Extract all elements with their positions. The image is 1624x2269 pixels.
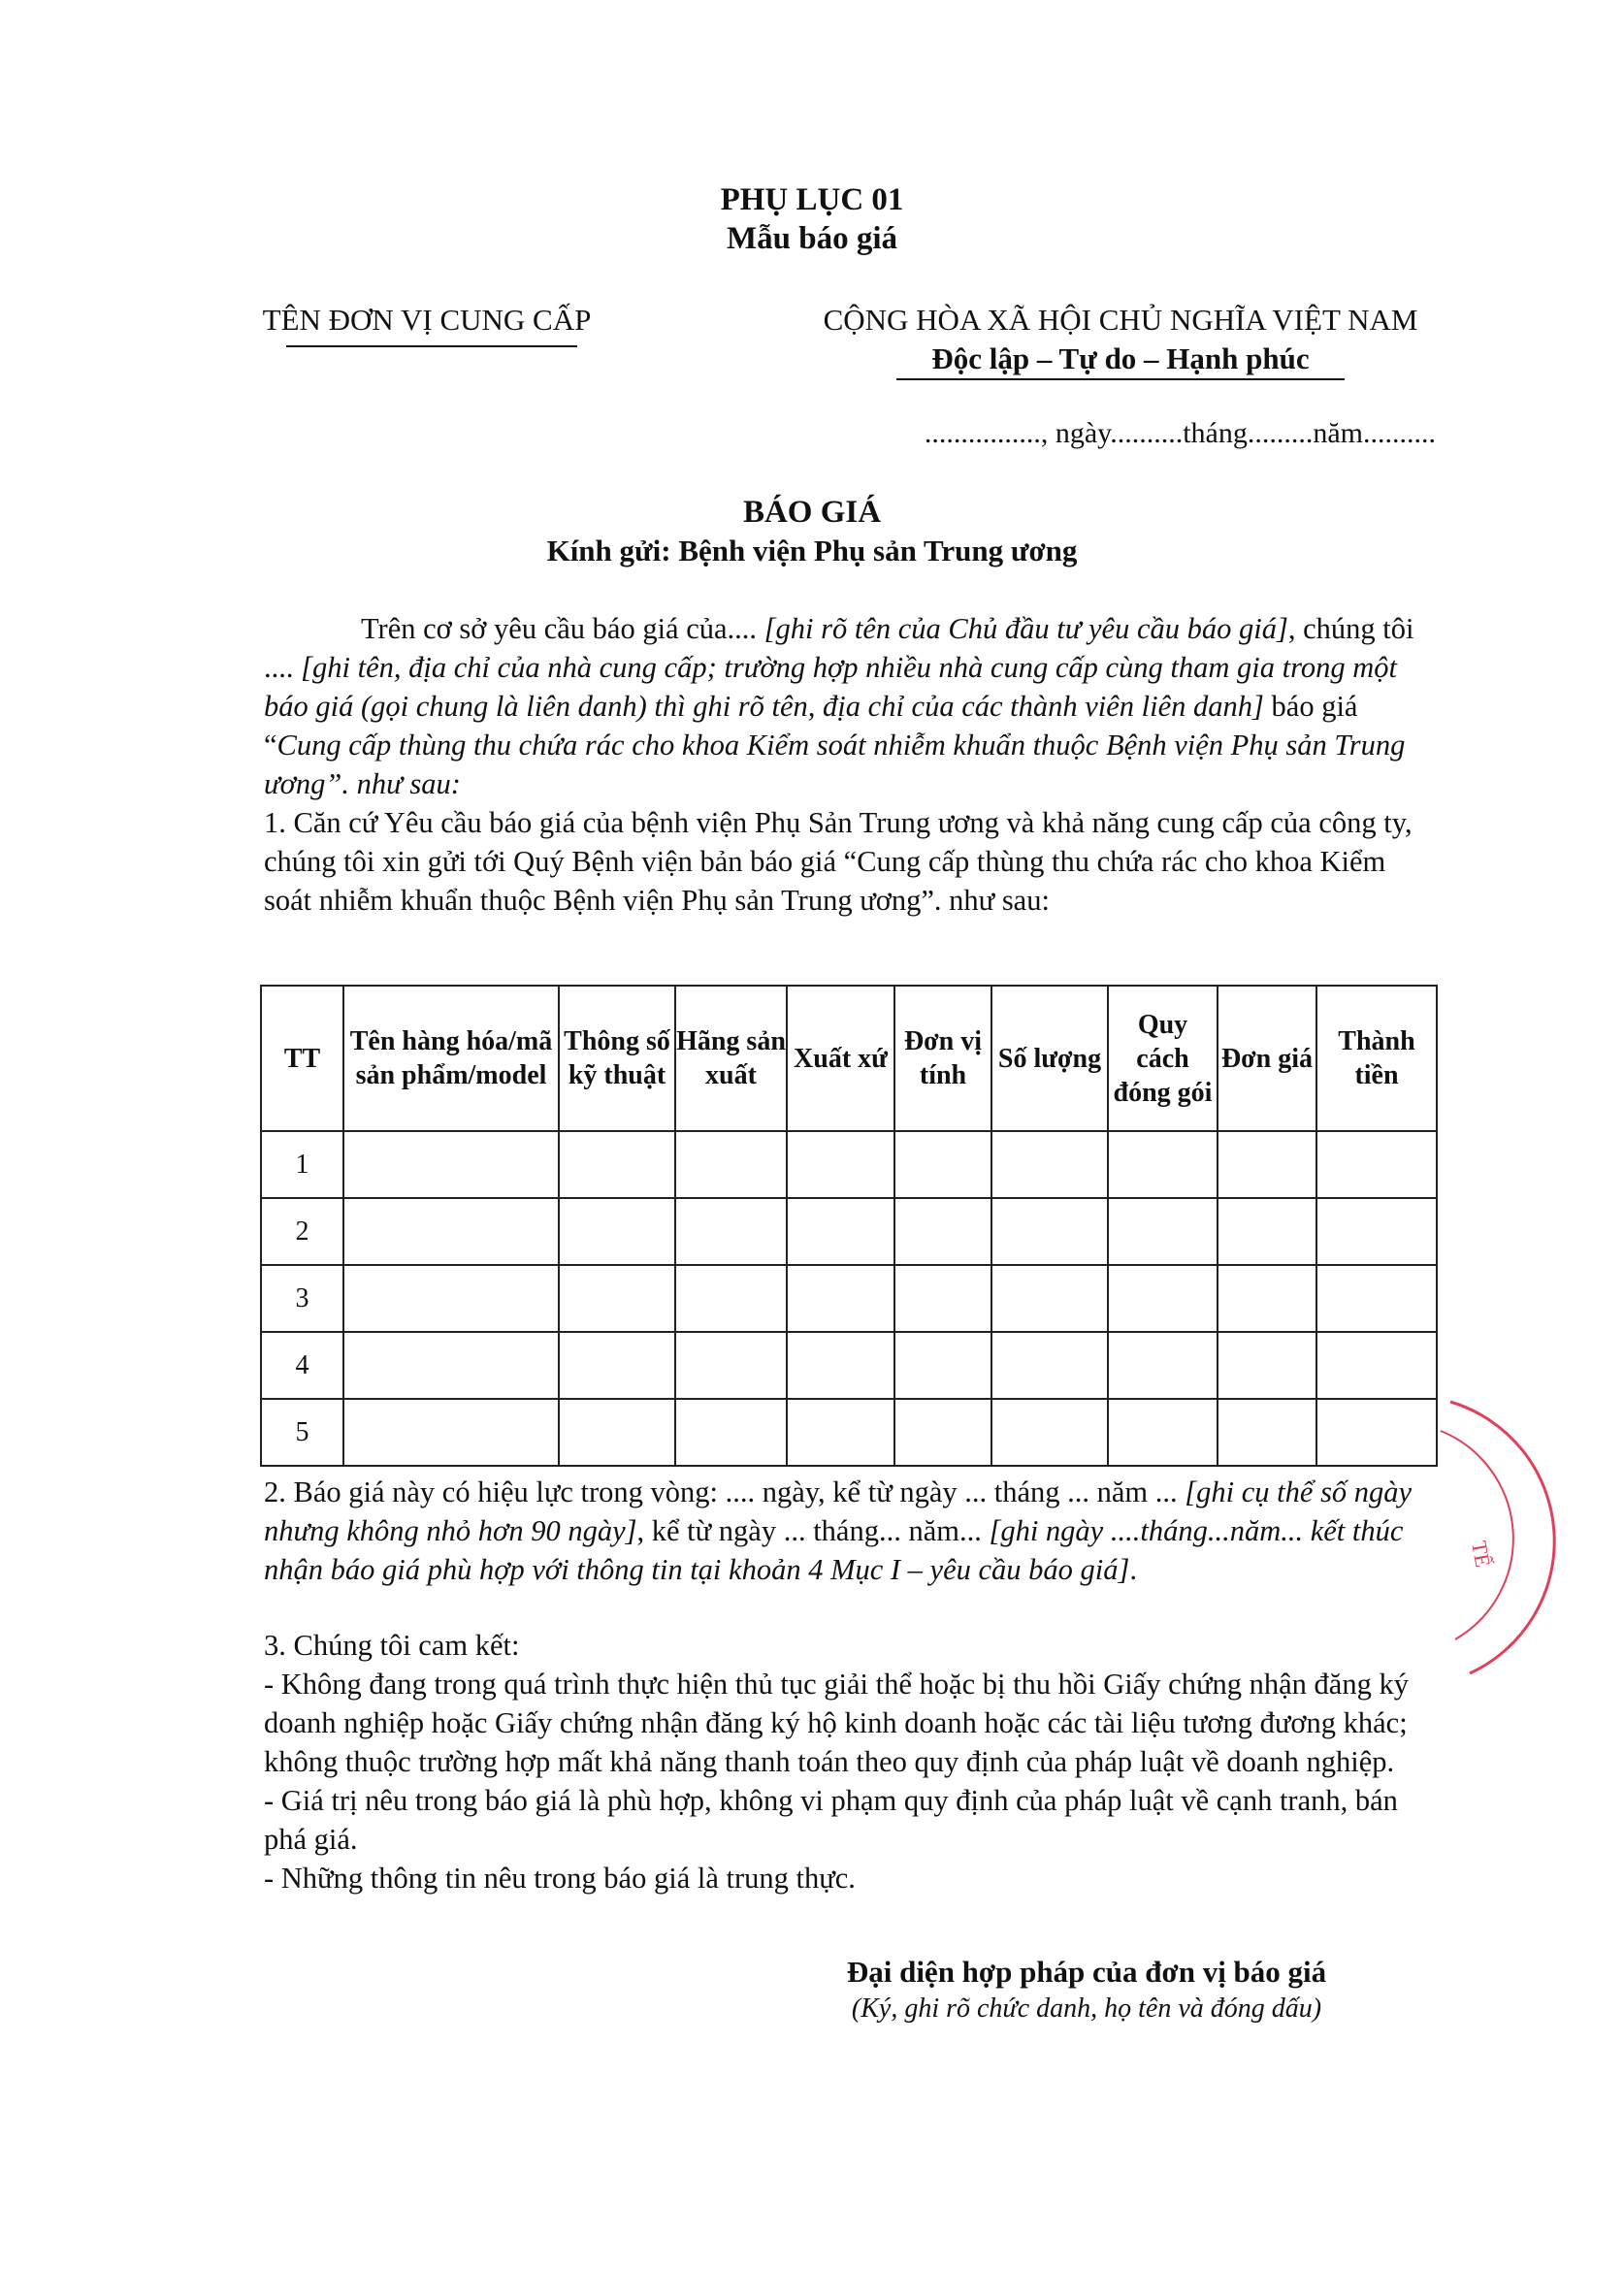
table-cell — [1316, 1265, 1437, 1332]
table-cell — [1108, 1265, 1218, 1332]
signature-title: Đại diện hợp pháp của đơn vị báo giá — [846, 1955, 1327, 1989]
table-cell — [787, 1131, 894, 1198]
validity-text-d: [ghi ngày ....tháng...năm... kết thúc nhận báo giá phù hợp với thông tin tại khoản 4 Mục I – yêu cầu báo giá] — [264, 1514, 1404, 1586]
table-cell — [343, 1198, 559, 1265]
table-cell — [1316, 1332, 1437, 1399]
table-cell — [1218, 1265, 1316, 1332]
table-cell — [787, 1332, 894, 1399]
col-header-origin: Xuất xứ — [787, 986, 894, 1131]
commitment-item: - Không đang trong quá trình thực hiện thủ tục giải thể hoặc bị thu hồi Giấy chứng nhận đăng ký doanh nghiệp hoặc Giấy chứng nhận đăng ký hộ kinh doanh hoặc các tài liệu tương đương khác; không thuộc trường hợp mất khả năng thanh toán theo quy định của pháp luật về doanh nghiệp. — [264, 1668, 1409, 1778]
table-cell — [991, 1265, 1108, 1332]
table-cell — [1218, 1332, 1316, 1399]
table-row — [261, 1332, 1437, 1399]
date-line: ................, ngày..........tháng.........năm.......... — [924, 417, 1436, 449]
col-header-packaging: Quy cách đóng gói — [1108, 986, 1218, 1131]
validity-text-c: , kể từ ngày ... tháng... năm... — [636, 1514, 990, 1547]
table-cell — [1108, 1332, 1218, 1399]
table-cell — [1218, 1198, 1316, 1265]
table-row — [261, 1131, 1437, 1198]
country-name: CỘNG HÒA XÃ HỘI CHỦ NGHĨA VIỆT NAM — [823, 303, 1418, 337]
table-cell — [559, 1399, 675, 1466]
row-number: 2 — [261, 1198, 343, 1265]
stamp-text: TẾ — [1467, 1539, 1496, 1570]
intro-text-f: Cung cấp thùng thu chứa rác cho khoa Kiểm soát nhiễm khuẩn thuộc Bệnh viện Phụ sản Trung ương”. như sau: — [264, 729, 1406, 800]
col-header-manufacturer: Hãng sản xuất — [675, 986, 787, 1131]
table-cell — [1316, 1131, 1437, 1198]
table-cell — [894, 1265, 991, 1332]
table-cell — [787, 1198, 894, 1265]
table-cell — [559, 1265, 675, 1332]
table-cell — [343, 1131, 559, 1198]
validity-paragraph — [264, 1473, 1438, 1589]
table-cell — [991, 1131, 1108, 1198]
col-header-specs: Thông số kỹ thuật — [559, 986, 675, 1131]
table-cell — [1218, 1131, 1316, 1198]
col-header-unit-price: Đơn giá — [1218, 986, 1316, 1131]
table-header-row — [261, 986, 1437, 1131]
quote-title: BÁO GIÁ — [742, 495, 882, 530]
table-cell — [675, 1399, 787, 1466]
table-cell — [787, 1265, 894, 1332]
basis-paragraph: 1. Căn cứ Yêu cầu báo giá của bệnh viện Phụ Sản Trung ương và khả năng cung cấp của công ty, chúng tôi xin gửi tới Quý Bệnh viện bản báo giá “Cung cấp thùng thu chứa rác cho khoa Kiểm soát nhiễm khuẩn thuộc Bệnh viện Phụ sản Trung ương”. như sau: — [264, 806, 1413, 917]
table-cell — [675, 1198, 787, 1265]
col-header-total: Thành tiền — [1316, 986, 1437, 1131]
col-header-product: Tên hàng hóa/mã sản phẩm/model — [343, 986, 559, 1131]
appendix-title: PHỤ LỤC 01 — [720, 182, 904, 217]
table-cell — [343, 1332, 559, 1399]
table-row — [261, 1399, 1437, 1466]
table-cell — [894, 1198, 991, 1265]
national-motto: Độc lập – Tự do – Hạnh phúc — [931, 341, 1310, 375]
table-cell — [1218, 1399, 1316, 1466]
table-cell — [559, 1332, 675, 1399]
row-number: 1 — [261, 1131, 343, 1198]
table-cell — [559, 1198, 675, 1265]
form-title: Mẫu báo giá — [726, 221, 898, 256]
table-cell — [343, 1265, 559, 1332]
recipient: Kính gửi: Bệnh viện Phụ sản Trung ương — [546, 534, 1078, 567]
signature-note: (Ký, ghi rõ chức danh, họ tên và đóng dấu) — [851, 1993, 1322, 2024]
intro-text-d: [ghi tên, địa chỉ của nhà cung cấp; trường hợp nhiều nhà cung cấp cùng tham gia trong một báo giá (gọi chung là liên danh) thì ghi rõ tên, địa chỉ của các thành viên liên danh] — [264, 651, 1397, 723]
row-number: 5 — [261, 1399, 343, 1466]
table-cell — [1108, 1131, 1218, 1198]
table-cell — [675, 1265, 787, 1332]
table-cell — [991, 1332, 1108, 1399]
validity-text-e: . — [1129, 1553, 1138, 1586]
table-row — [261, 1198, 1437, 1265]
commitment-section — [264, 1626, 1438, 1897]
commitment-item: - Giá trị nêu trong báo giá là phù hợp, không vi phạm quy định của pháp luật về cạnh tranh, bán phá giá. — [264, 1784, 1398, 1856]
stamp-arc-inner — [1441, 1431, 1513, 1639]
col-header-quantity: Số lượng — [991, 986, 1108, 1131]
table-cell — [1316, 1198, 1437, 1265]
table-cell — [559, 1131, 675, 1198]
table-cell — [343, 1399, 559, 1466]
table-cell — [1316, 1399, 1437, 1466]
table-cell — [787, 1399, 894, 1466]
intro-text-b: [ghi rõ tên của Chủ đầu tư yêu cầu báo giá] — [763, 612, 1288, 645]
table-cell — [675, 1131, 787, 1198]
table-cell — [894, 1399, 991, 1466]
motto-underline — [896, 378, 1345, 380]
table-cell — [894, 1332, 991, 1399]
table-cell — [991, 1399, 1108, 1466]
intro-text-c: , chúng tôi .... — [264, 612, 1414, 684]
col-header-tt: TT — [261, 986, 343, 1131]
table-row — [261, 1265, 1437, 1332]
table-cell — [675, 1332, 787, 1399]
table-cell — [991, 1198, 1108, 1265]
row-number: 3 — [261, 1265, 343, 1332]
validity-text-a: 2. Báo giá này có hiệu lực trong vòng: .... ngày, kể từ ngày ... tháng ... năm ... — [264, 1475, 1186, 1508]
stamp-mark — [1431, 1392, 1576, 1683]
intro-paragraph — [264, 609, 1438, 803]
intro-text-e: báo giá “ — [264, 690, 1358, 762]
table-cell — [894, 1131, 991, 1198]
commitment-title: 3. Chúng tôi cam kết: — [264, 1629, 520, 1662]
validity-text-b: [ghi cụ thể số ngày nhưng không nhỏ hơn 90 ngày] — [264, 1475, 1413, 1547]
supplier-name: TÊN ĐƠN VỊ CUNG CẤP — [262, 303, 592, 337]
table-cell — [1108, 1198, 1218, 1265]
commitment-item: - Những thông tin nêu trong báo giá là trung thực. — [264, 1862, 856, 1895]
supplier-underline — [286, 345, 577, 347]
table-cell — [1108, 1399, 1218, 1466]
quote-table — [260, 985, 1438, 1467]
intro-text-a: Trên cơ sở yêu cầu báo giá của.... — [361, 612, 764, 645]
row-number: 4 — [261, 1332, 343, 1399]
col-header-unit: Đơn vị tính — [894, 986, 991, 1131]
